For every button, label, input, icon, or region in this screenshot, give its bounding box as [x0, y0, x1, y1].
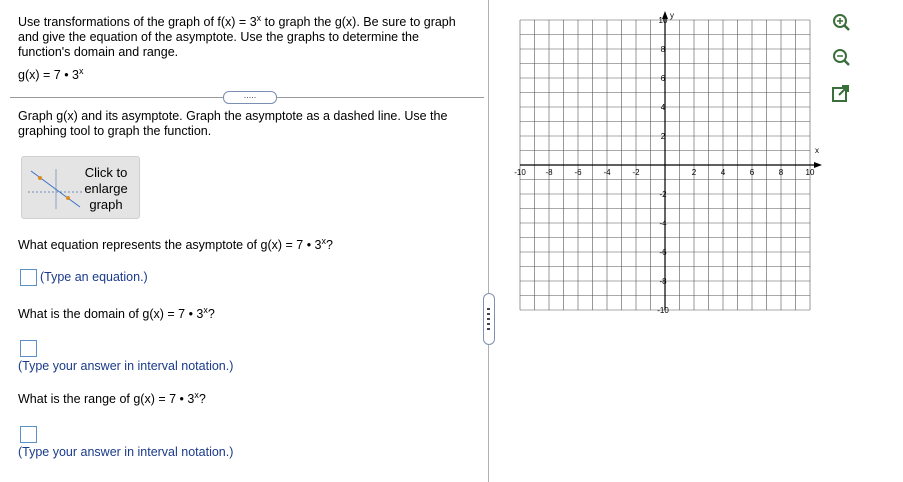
- zoom-out-icon[interactable]: [832, 48, 852, 68]
- asymptote-answer-input[interactable]: [20, 269, 37, 286]
- range-hint: (Type your answer in interval notation.): [18, 445, 234, 459]
- popout-icon[interactable]: [831, 84, 851, 104]
- domain-question: What is the domain of g(x) = 7 • 3$^x$?: [18, 304, 215, 321]
- y-tick-label: -6: [659, 248, 667, 257]
- y-tick-label: 6: [660, 74, 666, 83]
- y-tick-label: 2: [660, 132, 666, 141]
- graph-axes: [520, 11, 822, 310]
- y-tick-label: -10: [657, 306, 669, 315]
- pane-separator: [488, 0, 489, 482]
- x-tick-label: -6: [574, 168, 582, 177]
- pane-resize-handle[interactable]: [483, 293, 495, 345]
- y-tick-label: 8: [660, 45, 666, 54]
- x-tick-label: 6: [749, 168, 755, 177]
- y-tick-label: 10: [658, 16, 668, 25]
- domain-answer-input[interactable]: [20, 340, 37, 357]
- x-axis-label: x: [815, 146, 819, 155]
- expand-divider-button[interactable]: .....: [223, 91, 277, 104]
- graph-tick-labels: [514, 11, 819, 315]
- zoom-in-icon[interactable]: [832, 13, 852, 33]
- x-tick-label: -10: [514, 168, 526, 177]
- x-tick-label: 10: [805, 168, 815, 177]
- x-axis-arrow: [814, 162, 822, 168]
- domain-hint: (Type your answer in interval notation.): [18, 359, 234, 373]
- x-tick-label: 8: [778, 168, 784, 177]
- x-tick-label: -8: [545, 168, 553, 177]
- enlarge-graph-label: Click to enlarge graph: [84, 165, 128, 212]
- coordinate-graph[interactable]: [500, 10, 830, 330]
- asymptote-hint: (Type an equation.): [40, 270, 148, 284]
- y-tick-label: -2: [659, 190, 667, 199]
- graph-task-text: Graph g(x) and its asymptote. Graph the asymptote as a dashed line. Use the graphing tool to graph the function.: [18, 109, 448, 138]
- x-tick-label: -2: [632, 168, 640, 177]
- function-definition: g(x) = 7 • 3$^x$: [18, 65, 84, 82]
- y-tick-label: -8: [659, 277, 667, 286]
- enlarge-graph-button[interactable]: [21, 156, 140, 219]
- asymptote-question: What equation represents the asymptote of g(x) = 7 • 3$^x$?: [18, 235, 333, 252]
- graph-thumbnail-icon: [28, 169, 82, 209]
- range-question: What is the range of g(x) = 7 • 3$^x$?: [18, 389, 206, 406]
- x-tick-label: 4: [720, 168, 726, 177]
- y-tick-label: -4: [659, 219, 667, 228]
- range-answer-input[interactable]: [20, 426, 37, 443]
- x-tick-label: 2: [691, 168, 697, 177]
- y-tick-label: 4: [660, 103, 666, 112]
- y-axis-label: y: [670, 11, 674, 20]
- x-tick-label: -4: [603, 168, 611, 177]
- problem-instruction: Use transformations of the graph of $f(x) = 3^x$ to graph the g(x). Be sure to graph and give the equation of the asymptote. Use the graphs to determine the function's domain and range.: [18, 12, 456, 59]
